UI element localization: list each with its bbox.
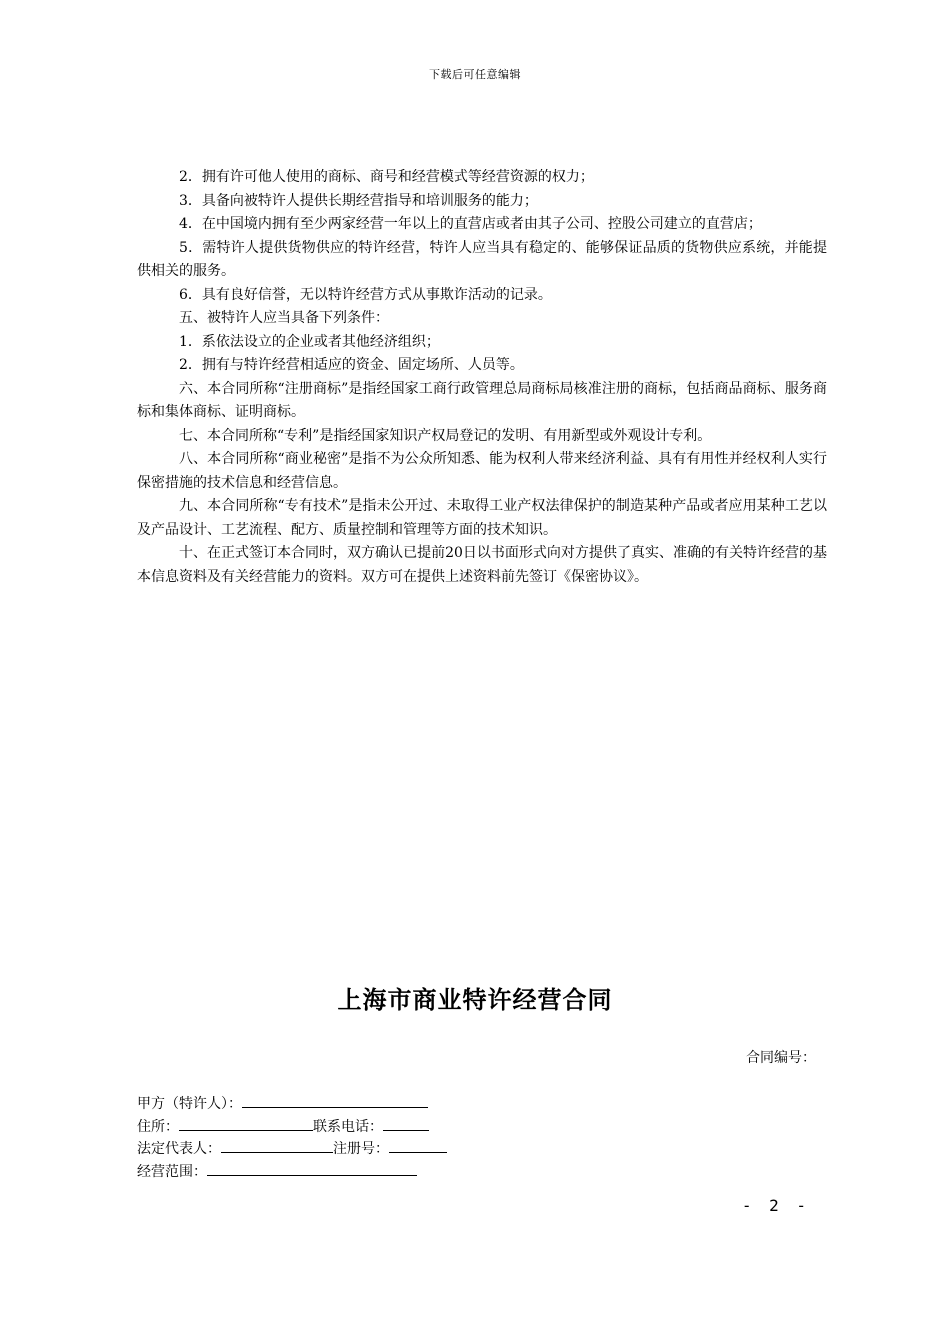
contract-body (137, 166, 827, 589)
scope-label: 经营范围： (137, 1163, 207, 1180)
party-a-label: 甲方（特许人）： (137, 1096, 242, 1112)
reg-no-blank[interactable] (389, 1138, 447, 1153)
party-fields (137, 1093, 447, 1183)
scope-row (137, 1161, 447, 1184)
page-header-note: 下载后可任意编辑 (429, 68, 521, 81)
paragraph: 七、本合同所称“专利”是指经国家知识产权局登记的发明、有用新型或外观设计专利。 (179, 427, 712, 444)
phone-label: 联系电话： (313, 1118, 383, 1135)
contract-number-label: 合同编号： (746, 1050, 816, 1066)
phone-blank[interactable] (383, 1116, 429, 1131)
legal-rep-label: 法定代表人： (137, 1141, 221, 1157)
paragraph: 六、本合同所称“注册商标”是指经国家工商行政管理总局商标局核准注册的商标，包括商品商标、服务商标和集体商标、证明商标。 (137, 380, 827, 420)
contract-title: 上海市商业特许经营合同 (337, 986, 613, 1014)
paragraph: 5．需特许人提供货物供应的特许经营，特许人应当具有稳定的、能够保证品质的货物供应系统，并能提供相关的服务。 (137, 239, 827, 279)
address-blank[interactable] (179, 1116, 313, 1131)
scope-blank[interactable] (207, 1161, 417, 1176)
paragraph: 九、本合同所称“专有技术”是指未公开过、未取得工业产权法律保护的制造某种产品或者应用某种工艺以及产品设计、工艺流程、配方、质量控制和管理等方面的技术知识。 (137, 498, 827, 538)
address-label: 住所： (137, 1118, 179, 1135)
paragraph: 五、被特许人应当具备下列条件： (179, 310, 389, 326)
page-number: - 2 - (741, 1196, 810, 1215)
party-a-row (137, 1093, 447, 1116)
paragraph: 2．拥有许可他人使用的商标、商号和经营模式等经营资源的权力； (179, 169, 594, 185)
paragraph: 2．拥有与特许经营相适应的资金、固定场所、人员等。 (179, 357, 524, 373)
legal-rep-row (137, 1138, 447, 1161)
address-row (137, 1116, 447, 1139)
paragraph: 1．系依法设立的企业或者其他经济组织； (179, 333, 440, 350)
paragraph: 十、在正式签订本合同时，双方确认已提前20日以书面形式向对方提供了真实、准确的有关特许经营的基本信息资料及有关经营能力的资料。双方可在提供上述资料前先签订《保密协议》。 (137, 545, 827, 585)
reg-no-label: 注册号： (333, 1141, 389, 1157)
paragraph: 八、本合同所称“商业秘密”是指不为公众所知悉、能为权利人带来经济利益、具有有用性并经权利人实行保密措施的技术信息和经营信息。 (137, 451, 827, 491)
legal-rep-blank[interactable] (221, 1138, 333, 1153)
paragraph: 4．在中国境内拥有至少两家经营一年以上的直营店或者由其子公司、控股公司建立的直营店； (179, 216, 762, 232)
paragraph: 6．具有良好信誉，无以特许经营方式从事欺诈活动的记录。 (179, 286, 552, 303)
party-a-blank[interactable] (242, 1093, 428, 1108)
paragraph: 3．具备向被特许人提供长期经营指导和培训服务的能力； (179, 192, 538, 209)
